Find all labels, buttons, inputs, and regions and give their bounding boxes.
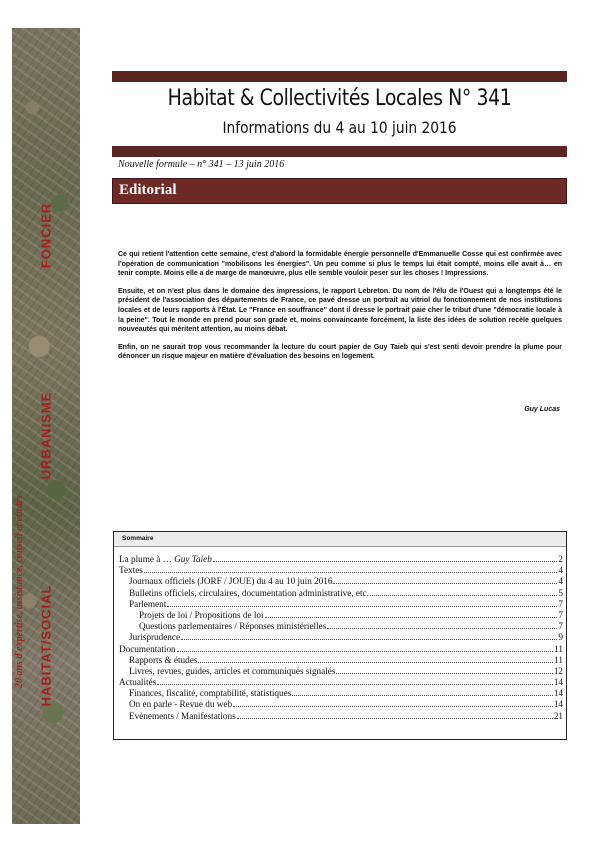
toc-entry-label: Rapports & études [129, 654, 198, 665]
toc-leader-dots [233, 699, 553, 707]
toc-leader-dots [213, 554, 558, 562]
toc-leader-dots [167, 599, 557, 607]
header-top-bar [112, 71, 567, 82]
toc-page-number: 9 [558, 632, 563, 643]
toc-page-number: 2 [558, 554, 563, 564]
aerial-photo-strip [12, 28, 80, 824]
toc-entry-label: La plume à … Guy Taieb [119, 554, 212, 564]
toc-page-number: 5 [558, 587, 563, 598]
sidebar-tagline: 20 ans d'expertise, assistance, conseil et études [14, 495, 25, 688]
toc-entry-parlement[interactable] [119, 599, 563, 610]
toc-entry-textes[interactable] [119, 565, 563, 576]
table-of-contents [113, 531, 567, 740]
toc-page-number: 14 [553, 677, 563, 688]
toc-leader-dots [181, 632, 557, 640]
toc-leader-dots [292, 688, 553, 696]
sidebar-word-foncier: FONCIER [38, 202, 54, 269]
page-title: Habitat & Collectivités Locales N° 341 [167, 86, 512, 111]
toc-leader-dots [177, 644, 553, 652]
toc-list [119, 554, 563, 722]
toc-entry-label: Projets de loi / Propositions de loi [139, 609, 264, 620]
toc-page-number: 14 [553, 688, 563, 699]
toc-entry-label: Documentation [119, 643, 176, 654]
editorial-section-header [112, 178, 567, 204]
toc-page-number: 14 [553, 699, 563, 710]
toc-page-number: 4 [558, 576, 563, 587]
toc-entry-label: Journaux officiels (JORF / JOUE) du 4 au 10 juin 2016 [129, 576, 333, 587]
toc-entry-plume[interactable] [119, 554, 563, 565]
toc-leader-dots [327, 621, 557, 629]
toc-author-name: Guy Taieb [174, 554, 212, 564]
toc-page-number: 12 [553, 665, 563, 676]
toc-entry-questions-parlementaires[interactable] [119, 621, 563, 632]
toc-entry-label: Questions parlementaires / Réponses ministérielles [139, 621, 327, 632]
toc-entry-revue-du-web[interactable] [119, 699, 563, 710]
toc-page-number: 7 [558, 598, 563, 609]
toc-page-number: 4 [558, 565, 563, 576]
header-bottom-bar [112, 146, 567, 157]
toc-entry-label: Textes [119, 565, 143, 576]
editorial-paragraph: Enfin, on ne saurait trop vous recommander la lecture du court papier de Guy Taieb qui s'est senti devoir prendre la plume pour dénoncer un risque majeur en matière d'évaluation des besoins en logement. [118, 343, 562, 361]
toc-leader-dots [336, 666, 552, 674]
toc-entry-label: Finances, fiscalité, comptabilité, statistiques [129, 688, 292, 699]
toc-leader-dots [333, 576, 557, 584]
toc-entry-actualites[interactable] [119, 677, 563, 688]
toc-leader-dots [237, 711, 553, 719]
toc-page-number: 11 [554, 643, 563, 654]
toc-entry-label: Parlement [129, 598, 167, 609]
toc-leader-dots [157, 677, 553, 685]
sidebar-word-habitat-social: HABITAT/SOCIAL [38, 584, 54, 707]
editorial-paragraph: Ensuite, et on n'est plus dans le domaine des impressions, le rapport Lebreton. Du nom de l'élu de l'Ouest qui a longtemps été le président de l'association des départements de France, ce pavé dresse un portrait au vitriol du fonctionnement de nos institutions locales et de leurs rapports à l'État. Le "France en souffrance" dont il dresse le portrait paie cher le tribut d'une "démocratie locale à la peine". Tout le monde en prend pour son grade et, moins convaincante forcément, la liste des idées de solution recèle quelques nouveautés qui méritent attention, au moins débat. [118, 287, 562, 334]
toc-entry-label: Bulletins officiels, circulaires, documentation administrative, etc. [129, 587, 369, 598]
toc-entry-jurisprudence[interactable] [119, 632, 563, 643]
editorial-section-label: Editorial [119, 182, 177, 198]
toc-entry-label: Actualités [119, 677, 157, 688]
toc-entry-label: On en parle - Revue du web [129, 699, 233, 710]
toc-entry-label: Jurisprudence [129, 632, 181, 643]
toc-page-number: 7 [558, 609, 563, 620]
toc-entry-finances[interactable] [119, 688, 563, 699]
editorial-paragraph: Ce qui retient l'attention cette semaine, c'est d'abord la formidable énergie personnelle d'Emmanuelle Cosse qui est confirmée avec l'opération de communication "mobilisons les énergies". Un peu comme si plus le temps lui était compté, moins elle avait à… en tenir compte. Moins elle a de marge de manœuvre, plus elle semble vouloir peser sur les choses ! Impressions. [118, 251, 562, 278]
page-subtitle: Informations du 4 au 10 juin 2016 [222, 118, 457, 137]
toc-entry-documentation[interactable] [119, 644, 563, 655]
editorial-signature: Guy Lucas [524, 406, 560, 413]
toc-entry-journaux-officiels[interactable] [119, 576, 563, 587]
sidebar-word-urbanisme: URBANISME [38, 391, 54, 480]
issue-line: Nouvelle formule – n° 341 – 13 juin 2016 [118, 159, 285, 170]
toc-entry-label: Evènements / Manifestations [129, 710, 236, 721]
toc-leader-dots [370, 588, 557, 596]
toc-leader-dots [144, 565, 558, 573]
toc-entry-label: Livres, revues, guides, articles et communiqués signalés [129, 665, 336, 676]
toc-page-number: 11 [554, 654, 563, 665]
toc-heading: Sommaire [114, 532, 566, 547]
toc-page-number: 7 [558, 621, 563, 632]
editorial-body [118, 250, 562, 370]
toc-leader-dots [198, 655, 553, 663]
toc-entry-evenements[interactable] [119, 711, 563, 722]
toc-entry-rapports-etudes[interactable] [119, 655, 563, 666]
toc-page-number: 21 [553, 710, 563, 721]
toc-leader-dots [265, 610, 558, 618]
toc-entry-projets-de-loi[interactable] [119, 610, 563, 621]
toc-entry-bulletins-officiels[interactable] [119, 588, 563, 599]
toc-entry-livres-revues[interactable] [119, 666, 563, 677]
